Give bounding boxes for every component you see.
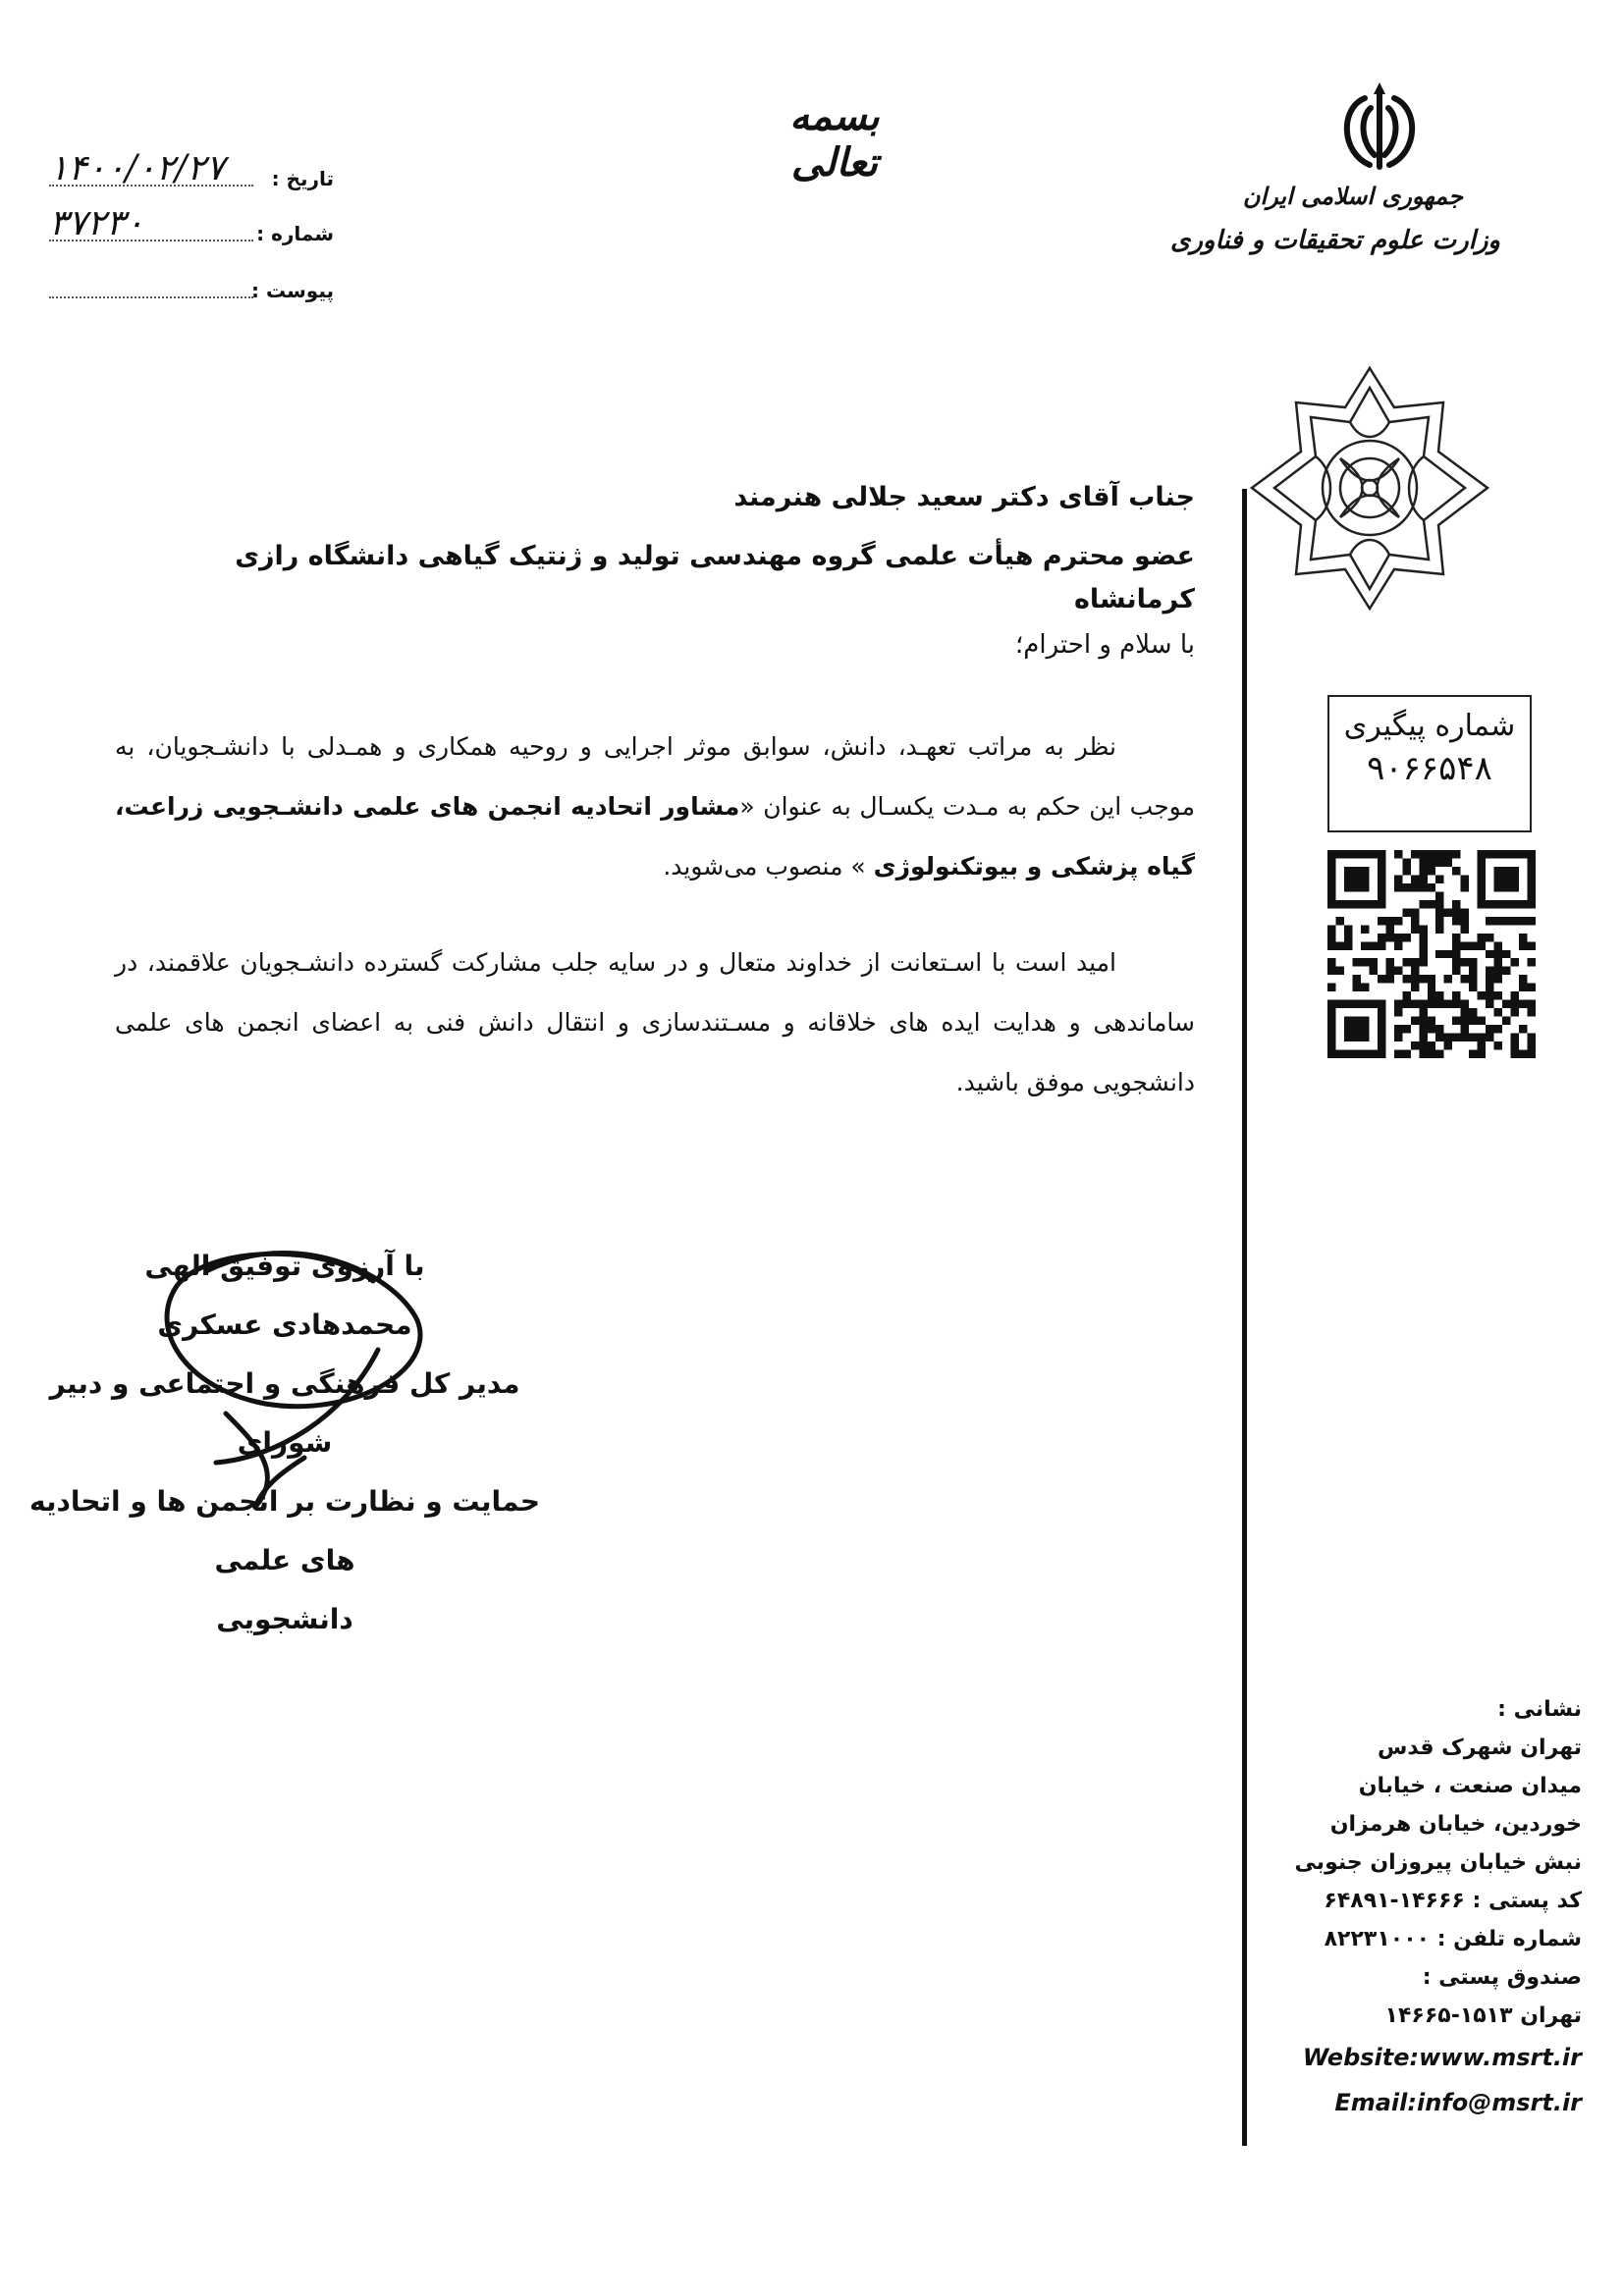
date-label: تاریخ : (271, 167, 334, 190)
date-value: ۱۴۰۰/۰۲/۲۷ (49, 148, 225, 188)
greeting: با سلام و احترام؛ (1015, 630, 1195, 660)
signatory-title-2: حمایت و نظارت بر انجمن ها و اتحادیه های علمی (28, 1485, 540, 1576)
number-value: ۳۷۲۳۰ (49, 203, 144, 243)
attachment-row (39, 267, 334, 306)
signatory-title-3: دانشجویی (216, 1603, 353, 1635)
attachment-label: پیوست : (250, 279, 334, 302)
phone-number: شماره تلفن : ۸۲۲۳۱۰۰۰ (1324, 1927, 1582, 1951)
signatory-name: محمدهادی عسکری (157, 1308, 412, 1341)
body-paragraph-2 (115, 933, 1195, 1112)
appointment-title: مشاور اتحادیه انجمن های علمی دانشـجویی زراعت، گیاه پزشکی و بیوتکنولوژی (115, 792, 1195, 881)
recipient-position: عضو محترم هیأت علمی گروه مهندسی تولید و ژنتیک گیاهی دانشگاه رازی کرمانشاه (235, 541, 1195, 614)
number-label: شماره : (256, 222, 334, 245)
recipient-block (213, 476, 1195, 621)
po-box: تهران ۱۵۱۳-۱۴۶۶۵ (1384, 2003, 1582, 2028)
address-block (1258, 1690, 1582, 2125)
ministry-name: وزارت علوم تحقیقات و فناوری (1169, 226, 1500, 255)
signature-block (0, 1237, 569, 1649)
attachment-line (49, 296, 253, 298)
iran-emblem-icon (1325, 79, 1434, 177)
body-paragraph-1 (115, 717, 1195, 896)
tracking-label: شماره پیگیری (1343, 709, 1516, 743)
vertical-divider (1242, 489, 1247, 2146)
website-link[interactable]: Website:www.msrt.ir (1302, 2044, 1582, 2071)
number-row (39, 203, 334, 249)
paragraph-1-part-1: نظر به مراتب تعهـد، دانش، سوابق موثر اجرایی و روحیه همکاری و همـدلی با دانشـجویان، به موجب این حکم به مـدت یکسـال به عنوان « (115, 732, 1195, 821)
tracking-number: ۹۰۶۶۵۴۸ (1367, 749, 1492, 788)
address-line-2: میدان صنعت ، خیابان (1358, 1774, 1582, 1798)
date-row (39, 148, 334, 194)
address-line-4: نبش خیابان پیروزان جنوبی (1294, 1850, 1582, 1875)
paragraph-2-text: امید است با اسـتعانت از خداوند متعال و در سایه جلب مشارکت گسترده دانشـجویان علاقمند، در ساماندهی و هدایت ایده های خلاقانه و مسـتندسازی و انتقال دانش فنی به اعضای انجمن های علمی دانشجویی موفق باشید. (115, 948, 1195, 1096)
bismillah-heading: بسمه تعالی (789, 93, 880, 186)
signatory-title-1: مدیر کل فرهنگی و اجتماعی و دبیر شورای (49, 1367, 520, 1459)
email-link[interactable]: Email:info@msrt.ir (1334, 2089, 1582, 2116)
paragraph-1-part-2: » منصوب می‌شوید. (663, 852, 874, 881)
postal-code: کد پستی : ۱۴۶۶۶-۶۴۸۹۱ (1324, 1889, 1582, 1913)
po-box-label: صندوق پستی : (1422, 1965, 1582, 1990)
tracking-box (1327, 695, 1532, 832)
recipient-name: جناب آقای دکتر سعید جلالی هنرمند (733, 482, 1195, 512)
country-name: جمهوری اسلامی ایران (1242, 182, 1463, 210)
closing-text: با آرزوی توفیق الهی (144, 1250, 425, 1282)
address-label: نشانی : (1497, 1697, 1582, 1722)
address-line-3: خوردین، خیابان هرمزان (1329, 1812, 1582, 1837)
ministry-header (1170, 182, 1500, 255)
ornament-icon (1247, 363, 1492, 614)
address-line-1: تهران شهرک قدس (1378, 1735, 1582, 1760)
qr-code-icon (1327, 850, 1536, 1058)
